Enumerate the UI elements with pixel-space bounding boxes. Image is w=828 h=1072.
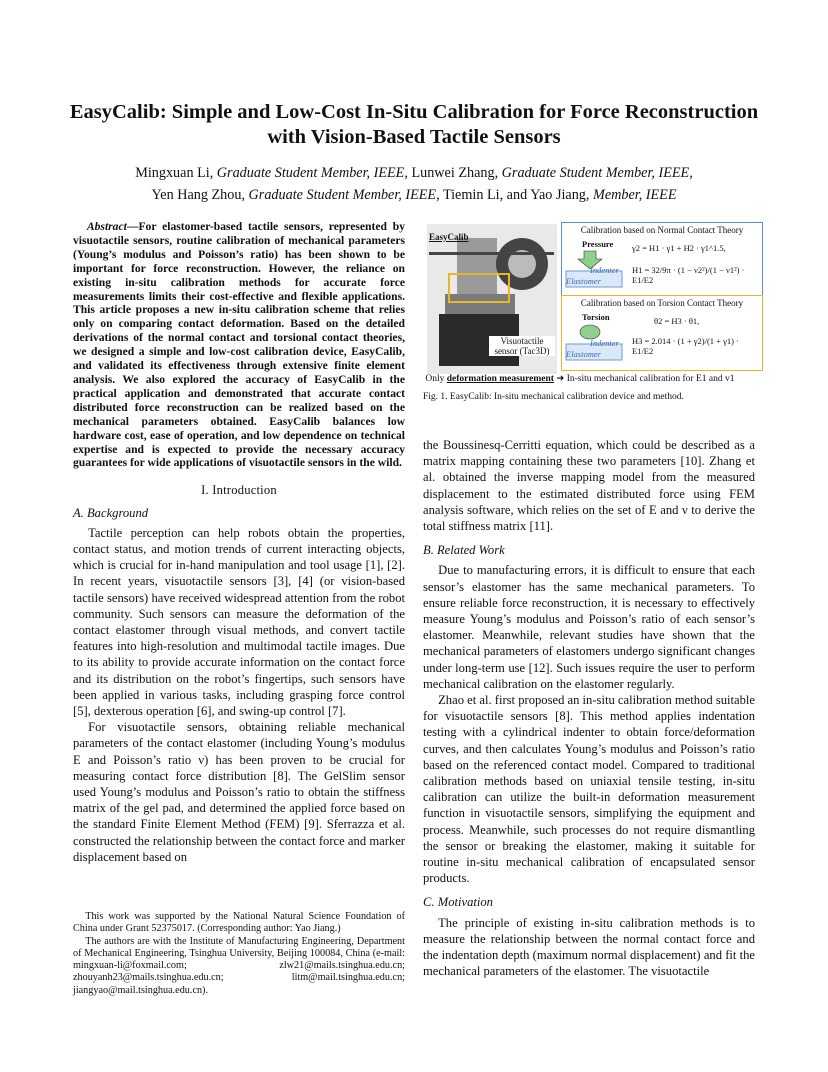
subsection-heading: B. Related Work — [423, 543, 505, 558]
author-name: Yen Hang Zhou — [151, 187, 242, 203]
normal-contact-panel — [561, 222, 763, 298]
elastomer-label: Elastomer — [566, 349, 601, 359]
right-column — [423, 437, 755, 980]
torsion-contact-panel — [561, 295, 763, 371]
author-role: Member, IEEE — [593, 187, 677, 203]
left-column — [73, 220, 405, 865]
indenter-label: Indenter — [590, 338, 619, 348]
paragraph: Zhao et al. first proposed an in-situ calibration method suitable for visuotactile sensors [8]. This method applies indentation testing with a cylindrical indenter to obtain force/deformation curves, and then calculates Young’s modulus and Poisson’s ratio based on the referenced contact model. Compared to traditional calibration methods based on uniaxial tensile testing, in-situ calibration can utilize the built-in deformation measurement function in visuotactile sensors, simplifying the equipment and process. Meanwhile, such processes do not require dismantling the sensor or breaking the elastomer, making it suitable for routine in-situ mechanical calibration of encapsulated sensor products. — [423, 693, 755, 886]
paragraph: the Boussinesq-Cerritti equation, which could be described as a matrix mapping containing these two parameters [10]. Zhang et al. obtained the inverse mapping model from the measured displacement to the estimated distributed force using FEM analysis software, which relies on the set of E and ν to derive the total stiffness matrix [11]. — [423, 438, 755, 534]
section-heading: I. Introduction — [201, 483, 277, 498]
paragraph: For visuotactile sensors, obtaining reliable mechanical parameters of the contact elastomer (including Young’s modulus E and Poisson’s ratio ν) has been proven to be crucial for measuring contact force distribution [8]. The GelSlim sensor used Young’s modulus and Poisson’s ratio to obtain the stiffness matrix of the gel pad, and determined the applied force based on the standard Finite Element Method (FEM) [9]. Sferrazza et al. constructed the relationship between the contact force and marker displacement based on — [73, 720, 405, 864]
author-role: Graduate Student Member, IEEE — [216, 165, 405, 181]
elastomer-label: Elastomer — [566, 276, 601, 286]
abstract-lead: Abstract — [86, 220, 127, 233]
paper-title: EasyCalib: Simple and Low-Cost In-Situ Calibration for Force Reconstruction with Vision-Based Tactile Sensors — [69, 101, 759, 148]
flow-left: Only deformation measurement — [425, 374, 554, 384]
equation: H1 = 32/9π · (1 − ν2²)/(1 − ν1²) · E1/E2 — [632, 265, 745, 285]
mode-label: Torsion — [582, 312, 610, 322]
panel-title: Calibration based on Torsion Contact Theory — [580, 298, 744, 308]
paragraph: The principle of existing in-situ calibration methods is to measure the relationship between the normal contact force and the indentation depth (maximum normal displacement) and fit the mechanical parameters of the elastomer. The visuotactile — [423, 915, 755, 979]
arrow-icon: ➜ — [556, 374, 565, 384]
abstract-text: —For elastomer-based tactile sensors, represented by visuotactile sensors, routine calibration of mechanical parameters (Young’s modulus and Poisson’s ratio) has been shown to be important for force reconstruction. However, the reliance on existing in-situ calibration methods for accurate force measurements limits their cost-effective and flexible applications. This article proposes a new in-situ calibration scheme that relies only on comparing contact deformation. Based on the detailed derivations of the normal contact and torsional contact theories, we designed a simple and low-cost calibration device, EasyCalib, and validated its effectiveness through extensive finite element analysis. We also explored the accuracy of EasyCalib in the practical application and demonstrated that accurate contact distributed force reconstruction can be realized based on the mechanical parameters obtained. EasyCalib balances low hardware cost, ease of operation, and low dependence on technical expertise and is expected to provide the necessary accuracy guarantees for wide applications of visuotactile sensors in the wild. — [73, 220, 405, 470]
flow-line — [423, 373, 763, 384]
equation: H3 = 2.014 · (1 + γ2)/(1 + γ1) · E1/E2 — [632, 336, 739, 356]
author-name: Yao Jiang — [530, 187, 586, 203]
panel-title: Calibration based on Normal Contact Theory — [580, 225, 744, 235]
paragraph: Due to manufacturing errors, it is difficult to ensure that each sensor’s elastomer has the same mechanical parameters. To ensure reliable force reconstruction, it is necessary to effectively measure Young’s modulus and Poisson’s ratio of each sensor’s elastomer. Meanwhile, relevant studies have shown that the mechanical parameters of elastomers undergo significant changes under long-term use [12]. Such issues require the user to perform mechanical calibration on the elastomer regularly. — [423, 563, 755, 691]
device-label: EasyCalib — [429, 232, 469, 242]
author-list: Mingxuan Li, Graduate Student Member, IEEE, Lunwei Zhang, Graduate Student Member, IEEE, Yen Hang Zhou, Graduate Student Member, IEEE, Tiemin Li, and Yao Jiang, Member, IEEE — [135, 165, 693, 203]
footnotes — [73, 911, 405, 997]
equation: γ2 = H1 · γ1 + H2 · γ1^1.5, — [632, 243, 726, 253]
indenter-label: Indenter — [590, 265, 619, 275]
footnote: This work was supported by the National Natural Science Foundation of China under Grant 52375017. (Corresponding author: Yao Jiang.) — [73, 911, 405, 935]
author-role: Graduate Student Member, IEEE — [501, 165, 690, 181]
sensor-label: Visuotactile sensor (Tac3D) — [489, 336, 555, 356]
abstract — [73, 220, 405, 470]
mode-label: Pressure — [582, 239, 614, 249]
author-name: Lunwei Zhang — [411, 165, 495, 181]
figure-1 — [423, 220, 763, 410]
paragraph: Tactile perception can help robots obtain the properties, contact status, and motion trends of current interacting objects, which is crucial for in-hand manipulation and tool usage [1], [2]. In recent years, visuotactile sensors [3], [4] (or vision-based tactile sensors) have received widespread attention from the robot community. Such sensors can measure the deformation of the contact elastomer through visual methods, and convert tactile features into high-resolution and multimodal tactile images. Due to its ability to provide accurate information on the contact force and its distribution on the robot’s fingertips, such sensors have been applied in various tasks, including grasping force control [5], dexterous operation [6], and swing-up control [7]. — [73, 525, 405, 718]
figure-caption: Fig. 1. EasyCalib: In-situ mechanical calibration device and method. — [423, 392, 684, 402]
author-name: Tiemin Li — [442, 187, 500, 203]
subsection-heading: C. Motivation — [423, 895, 493, 910]
author-name: Mingxuan Li — [135, 165, 210, 181]
footnote: The authors are with the Institute of Manufacturing Engineering, Department of Mechanical Engineering, Tsinghua University, Beijing 100084, China (e-mail: mingxuan-li@foxmail.com; zlw21@mails.tsinghua.edu.cn; zhouyanh23@mails.tsinghua.edu.cn; litm@mail.tsinghua.edu.cn; jiangyao@mail.tsinghua.edu.cn). — [73, 935, 405, 996]
subsection-heading: A. Background — [73, 505, 149, 520]
device-photo — [427, 224, 557, 374]
flow-right: In-situ mechanical calibration for E1 and v1 — [566, 374, 735, 384]
equation: θ2 = H3 · θ1, — [654, 316, 700, 326]
author-role: Graduate Student Member, IEEE — [248, 187, 437, 203]
